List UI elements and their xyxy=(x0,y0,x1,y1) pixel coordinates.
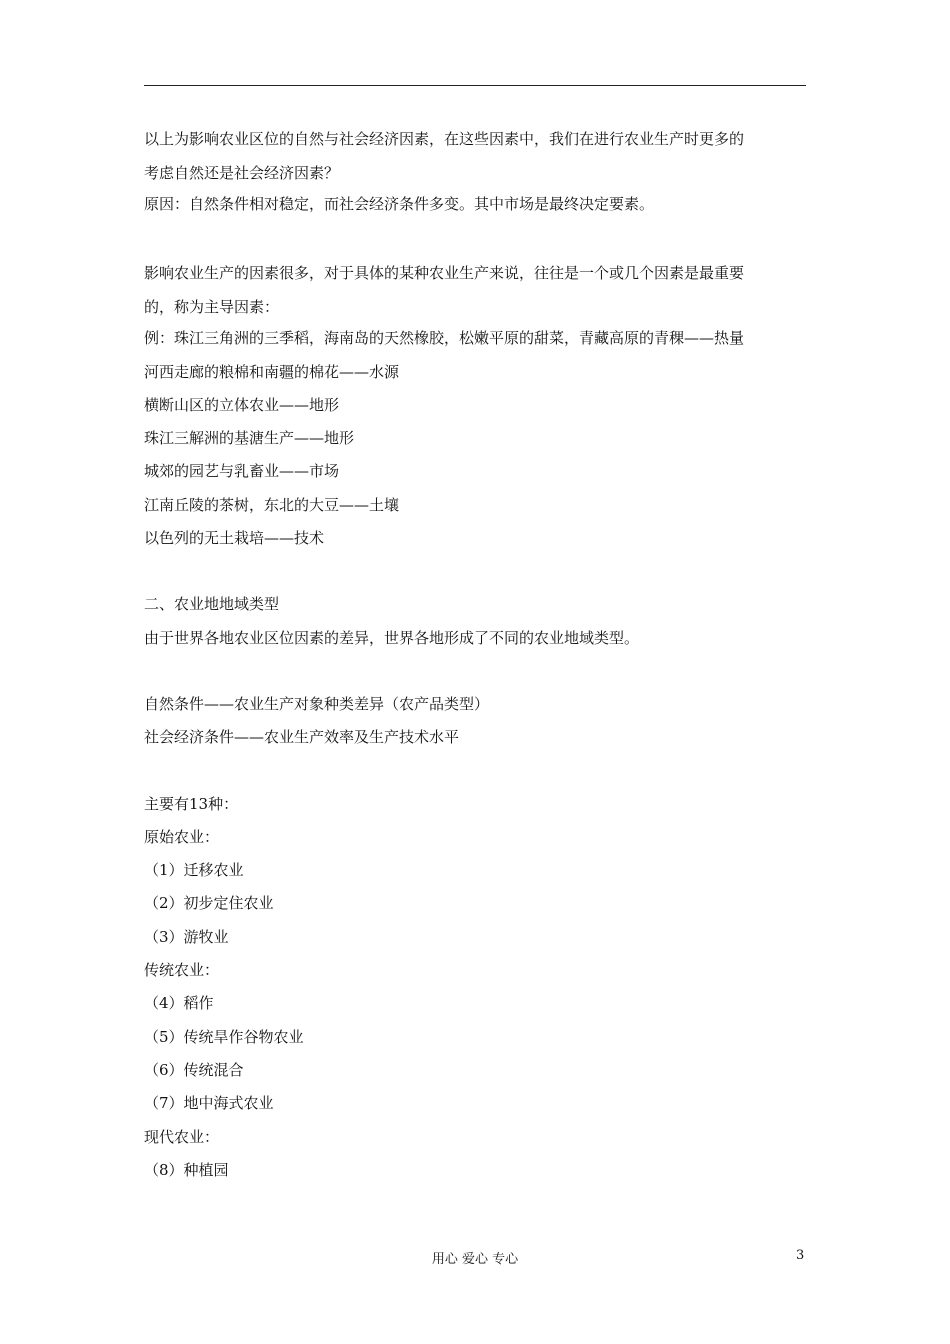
agriculture-types xyxy=(144,788,809,1188)
paragraph-leading-factors xyxy=(144,254,809,322)
list-item: 江南丘陵的茶树，东北的大豆——土壤 xyxy=(144,495,400,514)
text-line: 影响农业生产的因素很多，对于具体的某种农业生产来说，往往是一个或几个因素是最重要 xyxy=(144,264,745,283)
header-rule xyxy=(144,85,806,86)
section-intro: 由于世界各地农业区位因素的差异，世界各地形成了不同的农业地域类型。 xyxy=(144,628,640,647)
page-number: 3 xyxy=(796,1248,805,1263)
types-intro: 主要有13种： xyxy=(144,794,239,813)
list-item: （8）种植园 xyxy=(144,1160,229,1179)
paragraph-reason xyxy=(144,188,809,221)
list-item: （4）稻作 xyxy=(144,994,214,1013)
list-item: 例：珠江三角洲的三季稻，海南岛的天然橡胶，松嫩平原的甜菜，青藏高原的青稞——热量 xyxy=(144,329,745,348)
list-item: （1）迁移农业 xyxy=(144,861,244,880)
list-item: 珠江三解洲的基溏生产——地形 xyxy=(144,429,355,448)
list-item: （5）传统旱作谷物农业 xyxy=(144,1027,304,1046)
text-line: 以上为影响农业区位的自然与社会经济因素，在这些因素中，我们在进行农业生产时更多的 xyxy=(144,130,745,148)
list-item: 社会经济条件——农业生产效率及生产技术水平 xyxy=(144,728,460,747)
section-two xyxy=(144,588,809,655)
section-title: 二、农业地地域类型 xyxy=(144,595,280,614)
conditions-list xyxy=(144,688,809,755)
footer-motto: 用心 爱心 专心 xyxy=(431,1252,519,1267)
text-line: 原因：自然条件相对稳定，而社会经济条件多变。其中市场是最终决定要素。 xyxy=(144,195,655,213)
list-item: （6）传统混合 xyxy=(144,1060,244,1079)
list-item: （3）游牧业 xyxy=(144,927,229,946)
list-item: （7）地中海式农业 xyxy=(144,1094,274,1113)
list-item: 自然条件——农业生产对象种类差异（农产品类型） xyxy=(144,694,490,713)
list-item: 河西走廊的粮棉和南疆的棉花——水源 xyxy=(144,362,400,381)
list-item: 现代农业： xyxy=(144,1127,220,1146)
list-item: 传统农业： xyxy=(144,961,220,980)
list-item: 横断山区的立体农业——地形 xyxy=(144,395,340,414)
examples-list xyxy=(144,322,809,555)
text-line: 的，称为主导因素： xyxy=(144,298,280,317)
list-item: （2）初步定住农业 xyxy=(144,894,274,913)
list-item: 城郊的园艺与乳畜业——市场 xyxy=(144,462,340,481)
paragraph-question xyxy=(144,120,809,188)
list-item: 原始农业： xyxy=(144,827,220,846)
list-item: 以色列的无土栽培——技术 xyxy=(144,529,325,548)
text-line: 考虑自然还是社会经济因素？ xyxy=(144,164,340,182)
document-body xyxy=(144,120,809,1187)
